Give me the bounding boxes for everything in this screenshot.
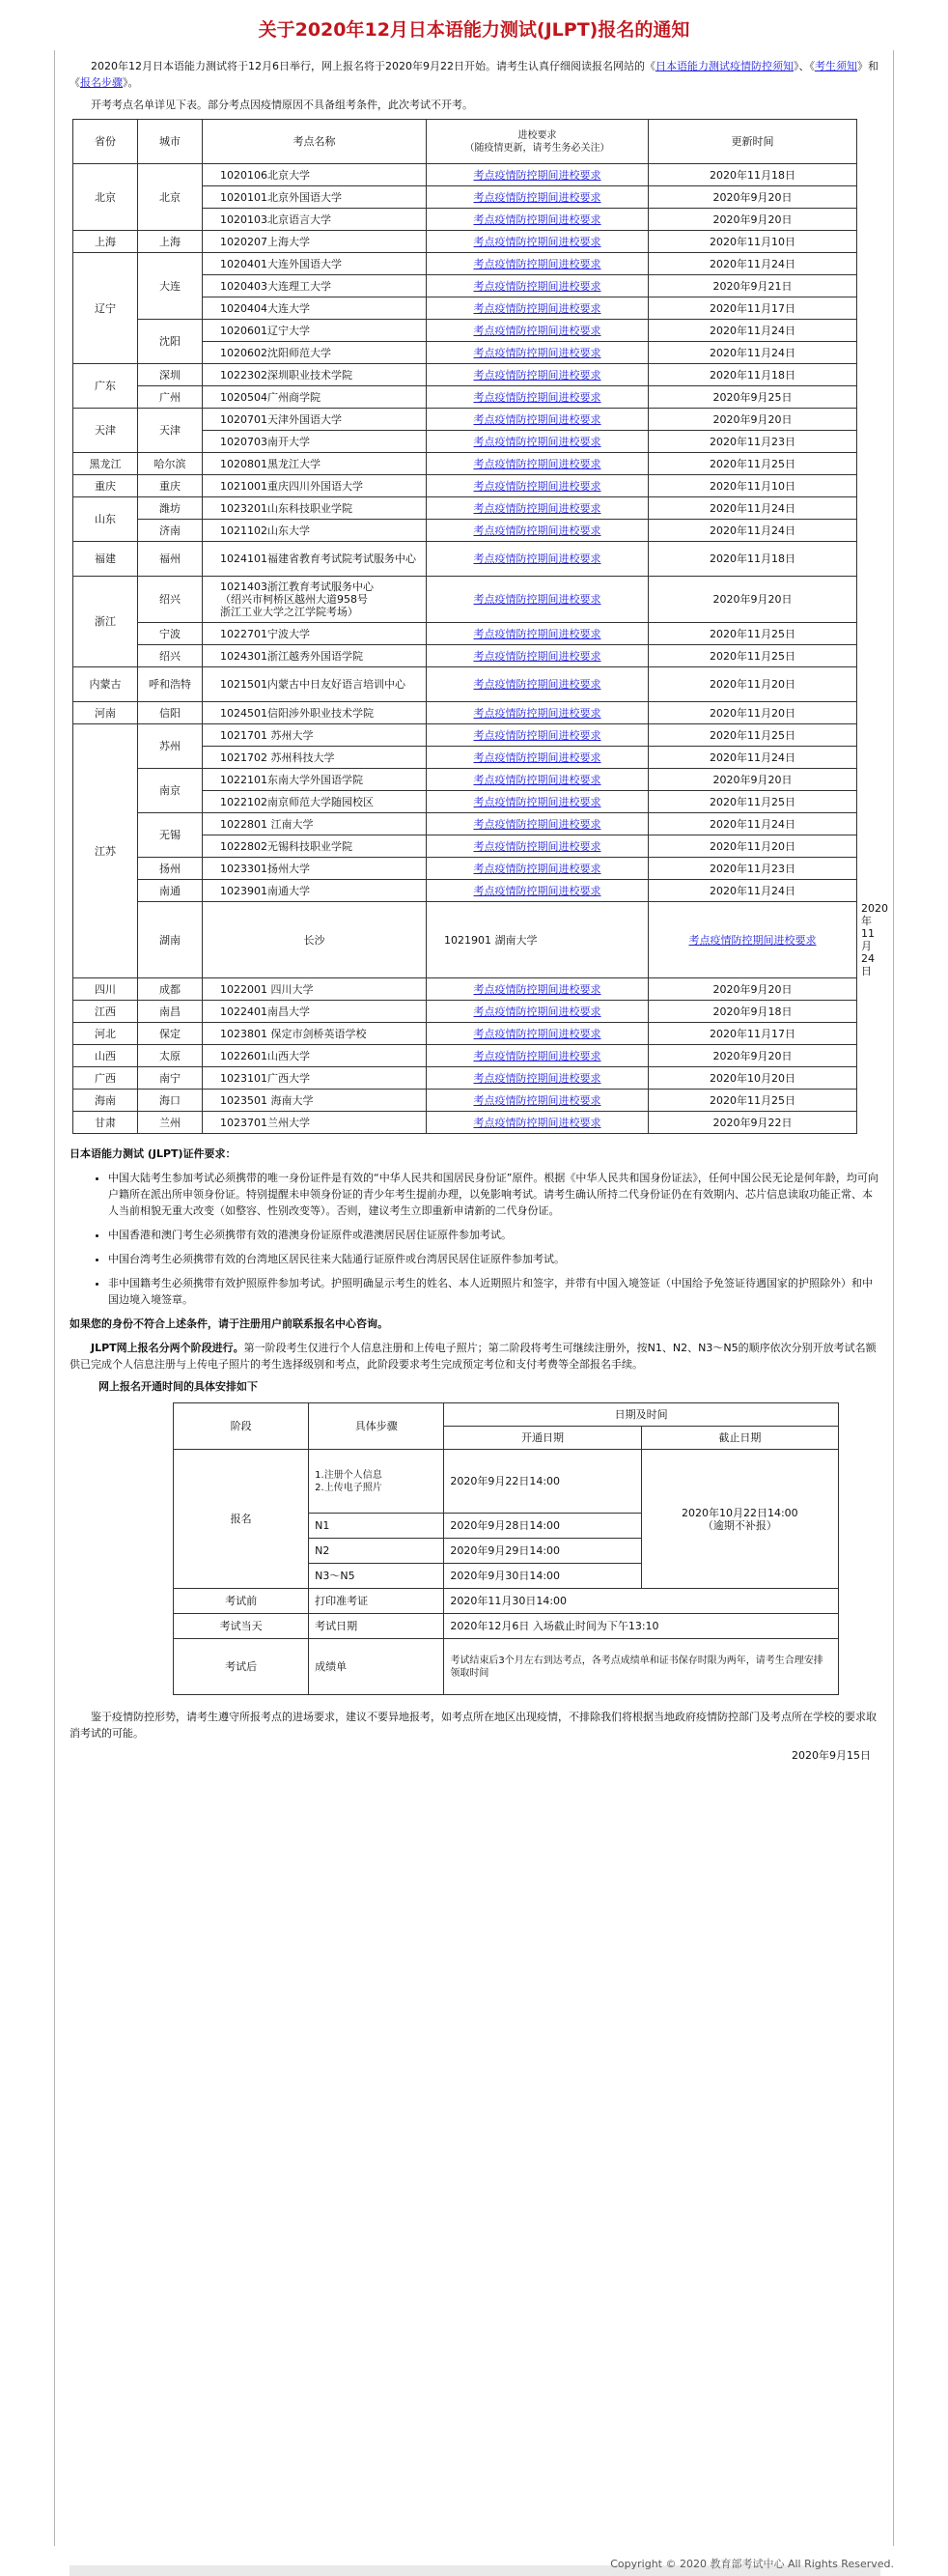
table-row <box>73 231 857 253</box>
entry-requirements-link[interactable]: 考点疫情防控期间进校要求 <box>473 412 601 426</box>
cell-updated: 2020年11月23日 <box>649 858 857 880</box>
cell-city: 保定 <box>138 1023 203 1045</box>
cell-site-name: 1022001 四川大学 <box>203 978 427 1001</box>
cell-entry-req <box>427 297 649 320</box>
intro-paragraph <box>70 58 880 91</box>
table-row <box>73 1023 857 1045</box>
entry-requirements-link[interactable]: 考点疫情防控期间进校要求 <box>473 649 601 663</box>
cell-site-name: 1023701兰州大学 <box>203 1112 427 1134</box>
cell-entry-req <box>427 497 649 520</box>
entry-requirements-link[interactable]: 考点疫情防控期间进校要求 <box>473 839 601 853</box>
cell-updated: 2020年11月25日 <box>649 1090 857 1112</box>
cell-entry-req <box>427 386 649 409</box>
cell-updated: 2020年11月24日 <box>649 497 857 520</box>
cell-updated: 2020年11月25日 <box>649 724 857 747</box>
cell-city: 潍坊 <box>138 497 203 520</box>
cell-province: 河北 <box>73 1023 138 1045</box>
table-row <box>73 1001 857 1023</box>
page-title: 关于2020年12月日本语能力测试(JLPT)报名的通知 <box>258 19 690 41</box>
cell-site-name: 1023101广西大学 <box>203 1067 427 1090</box>
cell-site-name: 1024101福建省教育考试院考试服务中心 <box>203 542 427 577</box>
sched-stage-after: 考试后 <box>174 1639 309 1695</box>
cell-site-name: 1022701宁波大学 <box>203 623 427 645</box>
cell-site-name: 1023501 海南大学 <box>203 1090 427 1112</box>
cell-site-name: 1020404大连大学 <box>203 297 427 320</box>
cell-entry-req <box>427 769 649 791</box>
entry-requirements-link[interactable]: 考点疫情防控期间进校要求 <box>473 390 601 404</box>
cell-entry-req <box>427 791 649 813</box>
entry-requirements-link[interactable]: 考点疫情防控期间进校要求 <box>473 324 601 337</box>
requirement-item: • 中国大陆考生参加考试必须携带的唯一身份证件是有效的“中华人民共和国居民身份证”原件。根据《中华人民共和国身份证法》，任何中国公民无论是何年龄，均可向户籍所在派出所申领身份证。特别提醒未申领身份证的青少年考生提前办理，以免影响考试。请考生确认所持二代身份证仍在有效期内、芯片信息读取功能正常、本人当前相貌无重大改变（如整容、性别改变等）。否则，建议考生立即重新申请新的二代身份证。 <box>108 1170 880 1219</box>
cell-city: 济南 <box>138 520 203 542</box>
cell-city: 绍兴 <box>138 645 203 667</box>
entry-requirements-link[interactable]: 考点疫情防控期间进校要求 <box>473 773 601 786</box>
intro-text: 》和《 <box>70 60 878 89</box>
cell-province: 广东 <box>73 364 138 409</box>
cell-province: 辽宁 <box>73 253 138 364</box>
requirements-note: 如果您的身份不符合上述条件，请于注册用户前联系报名中心咨询。 <box>70 1317 388 1330</box>
cell-entry-req <box>427 164 649 186</box>
cell-entry-req <box>427 1067 649 1090</box>
cell-updated: 2020年11月25日 <box>649 623 857 645</box>
cell-site-name: 1021701 苏州大学 <box>203 724 427 747</box>
header-province: 省份 <box>73 120 138 164</box>
entry-requirements-link[interactable]: 考点疫情防控期间进校要求 <box>473 627 601 640</box>
cell-updated: 2020年11月24日 <box>649 747 857 769</box>
cell-province: 海南 <box>73 1090 138 1112</box>
cell-updated: 2020年11月23日 <box>649 431 857 453</box>
cell-site-name: 1022102南京师范大学随园校区 <box>203 791 427 813</box>
cell-entry-req <box>427 320 649 342</box>
cell-entry-req <box>427 577 649 623</box>
cell-entry-req <box>427 1045 649 1067</box>
cell-province: 浙江 <box>73 577 138 667</box>
sched-open-date: 2020年9月28日14:00 <box>444 1514 641 1539</box>
cell-updated: 2020年9月22日 <box>649 1112 857 1134</box>
cell-site-name: 1021901 湖南大学 <box>427 902 649 978</box>
header-site: 考点名称 <box>203 120 427 164</box>
stages-lead: JLPT网上报名分两个阶段进行。 <box>91 1342 244 1354</box>
cell-province: 广西 <box>73 1067 138 1090</box>
cell-site-name: 1020106北京大学 <box>203 164 427 186</box>
requirements-list <box>70 1170 880 1308</box>
table-row <box>73 497 857 520</box>
entry-requirements-link[interactable]: 考点疫情防控期间进校要求 <box>473 862 601 875</box>
table-row <box>73 520 857 542</box>
cell-city: 成都 <box>138 978 203 1001</box>
table-row <box>73 475 857 497</box>
table-row <box>73 386 857 409</box>
cell-city: 沈阳 <box>138 320 203 364</box>
cell-city: 天津 <box>138 409 203 453</box>
cell-updated: 2020年11月20日 <box>649 835 857 858</box>
sched-header-close: 截止日期 <box>641 1427 838 1450</box>
cell-entry-req <box>427 253 649 275</box>
sched-stage-before: 考试前 <box>174 1589 309 1614</box>
cell-entry-req <box>427 1001 649 1023</box>
stages-text: 第一阶段考生仅进行个人信息注册和上传电子照片；第二阶段将考生可继续注册外，按N1、N2、N3～N5的顺序依次分别开放考试名额供已完成个人信息注册与上传电子照片的考生选择级别和考点，此阶段要求考生完成预定考位和支付考费等全部报名手续。 <box>70 1342 877 1371</box>
sched-step: 1.注册个人信息 2.上传电子照片 <box>309 1450 444 1514</box>
cell-site-name: 1022302深圳职业技术学院 <box>203 364 427 386</box>
cell-updated: 2020年11月24日 <box>649 320 857 342</box>
table-row <box>73 320 857 342</box>
cell-updated: 2020年9月21日 <box>649 275 857 297</box>
table-row <box>73 253 857 275</box>
cell-province: 湖南 <box>138 902 203 978</box>
cell-entry-req <box>427 231 649 253</box>
notice-content <box>70 58 888 1764</box>
cell-province: 黑龙江 <box>73 453 138 475</box>
entry-requirements-link[interactable]: 考点疫情防控期间进校要求 <box>473 235 601 248</box>
cell-entry-req <box>427 209 649 231</box>
cell-entry-req <box>427 475 649 497</box>
sched-step: N3～N5 <box>309 1564 444 1589</box>
requirement-item: • 非中国籍考生必须携带有效护照原件参加考试。护照明确显示考生的姓名、本人近期照片和签字，并带有中国入境签证（中国给予免签证待遇国家的护照除外）和中国边境入境签章。 <box>108 1275 880 1308</box>
cell-updated: 2020年9月20日 <box>649 577 857 623</box>
table-row <box>73 880 857 902</box>
cell-updated: 2020年9月20日 <box>649 978 857 1001</box>
cell-city: 南通 <box>138 880 203 902</box>
cell-updated: 2020年9月20日 <box>649 769 857 791</box>
table-row: 湖南 长沙 1021901 湖南大学 考点疫情防控期间进校要求 2020年11月24日 <box>73 902 857 978</box>
cell-province: 上海 <box>73 231 138 253</box>
cell-city: 扬州 <box>138 858 203 880</box>
entry-requirements-link[interactable]: 考点疫情防控期间进校要求 <box>473 524 601 537</box>
entry-requirements-link[interactable]: 考点疫情防控期间进校要求 <box>473 884 601 897</box>
entry-requirements-link[interactable]: 考点疫情防控期间进校要求 <box>473 1049 601 1062</box>
schedule-table <box>173 1402 839 1695</box>
entry-requirements-link[interactable]: 考点疫情防控期间进校要求 <box>473 1093 601 1107</box>
table-row <box>73 1067 857 1090</box>
cell-province: 北京 <box>73 164 138 231</box>
cell-entry-req <box>427 364 649 386</box>
cell-site-name: 1023901南通大学 <box>203 880 427 902</box>
cell-updated: 2020年9月20日 <box>649 186 857 209</box>
intro-text: 》。 <box>123 76 139 89</box>
cell-city: 深圳 <box>138 364 203 386</box>
cell-entry-req <box>427 645 649 667</box>
test-sites-table <box>72 119 888 1134</box>
cell-site-name: 1024301浙江越秀外国语学院 <box>203 645 427 667</box>
sched-step: 打印准考证 <box>309 1589 444 1614</box>
cell-site-name: 1020207上海大学 <box>203 231 427 253</box>
entry-requirements-link[interactable]: 考点疫情防控期间进校要求 <box>473 1005 601 1018</box>
sched-open-date: 2020年9月30日14:00 <box>444 1564 641 1589</box>
cell-site-name: 1022401南昌大学 <box>203 1001 427 1023</box>
sched-header-step: 具体步骤 <box>309 1403 444 1450</box>
entry-requirements-link[interactable]: 考点疫情防控期间进校要求 <box>473 552 601 565</box>
cell-city: 呼和浩特 <box>138 667 203 702</box>
cell-entry-req <box>427 623 649 645</box>
entry-requirements-link[interactable]: 考点疫情防控期间进校要求 <box>688 933 817 947</box>
cell-updated: 2020年11月25日 <box>649 645 857 667</box>
cell-updated: 2020年9月20日 <box>649 409 857 431</box>
cell-province: 天津 <box>73 409 138 453</box>
sched-stage-day: 考试当天 <box>174 1614 309 1639</box>
requirement-item: • 中国香港和澳门考生必须携带有效的港澳身份证原件或港澳居民居住证原件参加考试。 <box>108 1227 880 1243</box>
cell-site-name: 1020703南开大学 <box>203 431 427 453</box>
cell-city: 哈尔滨 <box>138 453 203 475</box>
cell-updated: 2020年11月25日 <box>649 453 857 475</box>
table-row <box>73 645 857 667</box>
cell-updated: 2020年11月24日 <box>649 520 857 542</box>
sched-close-date: 2020年10月22日14:00 （逾期不补报） <box>641 1450 838 1589</box>
table-row <box>73 623 857 645</box>
entry-requirements-link[interactable]: 考点疫情防控期间进校要求 <box>473 257 601 270</box>
cell-site-name: 1021102山东大学 <box>203 520 427 542</box>
cell-entry-req <box>427 724 649 747</box>
cell-city: 绍兴 <box>138 577 203 623</box>
entry-requirements-link[interactable]: 考点疫情防控期间进校要求 <box>473 593 601 606</box>
table-row <box>73 702 857 724</box>
cell-entry-req <box>427 520 649 542</box>
cell-city: 重庆 <box>138 475 203 497</box>
link-covid-notice[interactable]: 日本语能力测试疫情防控须知 <box>655 60 794 72</box>
entry-requirements-link[interactable]: 考点疫情防控期间进校要求 <box>473 168 601 182</box>
requirements-title: 日本语能力测试 (JLPT)证件要求： <box>70 1147 237 1160</box>
notice-date: 2020年9月15日 <box>792 1749 871 1762</box>
entry-requirements-link[interactable]: 考点疫情防控期间进校要求 <box>473 457 601 470</box>
cell-city: 长沙 <box>203 902 427 978</box>
cell-site-name: 1020401大连外国语大学 <box>203 253 427 275</box>
entry-requirements-link[interactable]: 考点疫情防控期间进校要求 <box>473 212 601 226</box>
cell-entry-req <box>427 542 649 577</box>
entry-requirements-link[interactable]: 考点疫情防控期间进校要求 <box>473 279 601 293</box>
intro-paragraph-2: 开考考点名单详见下表。部分考点因疫情原因不具备组考条件，此次考试不开考。 <box>91 99 473 111</box>
cell-site-name: 1020103北京语言大学 <box>203 209 427 231</box>
cell-site-name: 1021501内蒙古中日友好语言培训中心 <box>203 667 427 702</box>
intro-text: 》、《 <box>793 60 815 72</box>
cell-entry-req <box>427 453 649 475</box>
entry-requirements-link[interactable]: 考点疫情防控期间进校要求 <box>473 1116 601 1129</box>
entry-requirements-link[interactable]: 考点疫情防控期间进校要求 <box>473 706 601 720</box>
entry-requirements-link[interactable]: 考点疫情防控期间进校要求 <box>473 982 601 996</box>
cell-province: 江苏 <box>73 724 138 978</box>
cell-site-name: 1022802无锡科技职业学院 <box>203 835 427 858</box>
cell-entry-req <box>427 342 649 364</box>
table-row <box>73 1090 857 1112</box>
cell-updated: 2020年11月18日 <box>649 164 857 186</box>
cell-city: 无锡 <box>138 813 203 858</box>
entry-requirements-link[interactable]: 考点疫情防控期间进校要求 <box>473 1071 601 1085</box>
cell-updated: 2020年9月25日 <box>649 386 857 409</box>
cell-city: 大连 <box>138 253 203 320</box>
cell-city: 信阳 <box>138 702 203 724</box>
cell-entry-req <box>427 1112 649 1134</box>
entry-requirements-link[interactable]: 考点疫情防控期间进校要求 <box>473 301 601 315</box>
cell-city: 北京 <box>138 164 203 231</box>
link-registration-steps[interactable]: 报名步骤 <box>80 76 123 89</box>
cell-site-name: 1023801 保定市剑桥英语学校 <box>203 1023 427 1045</box>
intro-text: 2020年12月日本语能力测试将于12月6日举行，网上报名将于2020年9月22日开始。请考生认真仔细阅读报名网站的《 <box>91 60 655 72</box>
cell-site-name: 1020701天津外国语大学 <box>203 409 427 431</box>
entry-requirements-link[interactable]: 考点疫情防控期间进校要求 <box>473 678 601 691</box>
cell-province: 河南 <box>73 702 138 724</box>
cell-province: 福建 <box>73 542 138 577</box>
cell-updated: 2020年11月24日 <box>649 342 857 364</box>
cell-updated: 2020年10月20日 <box>649 1067 857 1090</box>
cell-site-name: 1020801黑龙江大学 <box>203 453 427 475</box>
header-entry-req: 进校要求 （随疫情更新，请考生务必关注） <box>427 120 649 164</box>
cell-site-name: 1023301扬州大学 <box>203 858 427 880</box>
cell-site-name: 1021403浙江教育考试服务中心 （绍兴市柯桥区越州大道958号 浙江工业大学之江学院考场） <box>203 577 427 623</box>
cell-entry-req <box>427 978 649 1001</box>
table-row <box>73 1112 857 1134</box>
cell-city: 福州 <box>138 542 203 577</box>
cell-entry-req <box>427 813 649 835</box>
entry-requirements-link[interactable]: 考点疫情防控期间进校要求 <box>473 190 601 204</box>
cell-entry-req <box>427 702 649 724</box>
cell-updated: 2020年11月24日 <box>649 253 857 275</box>
sched-step: N2 <box>309 1539 444 1564</box>
header-updated: 更新时间 <box>649 120 857 164</box>
copyright: Copyright © 2020 教育部考试中心 All Rights Reserved. <box>610 2558 894 2570</box>
cell-city: 兰州 <box>138 1112 203 1134</box>
entry-requirements-link[interactable]: 考点疫情防控期间进校要求 <box>473 1027 601 1040</box>
cell-updated: 2020年9月20日 <box>649 1045 857 1067</box>
cell-entry-req <box>427 1090 649 1112</box>
cell-site-name: 1023201山东科技职业学院 <box>203 497 427 520</box>
sched-text: 2020年11月30日14:00 <box>444 1589 839 1614</box>
cell-entry-req <box>427 409 649 431</box>
cell-entry-req <box>427 667 649 702</box>
cell-entry-req <box>427 186 649 209</box>
cell-updated: 2020年11月20日 <box>649 667 857 702</box>
stages-paragraph <box>70 1340 880 1373</box>
cell-city: 宁波 <box>138 623 203 645</box>
requirement-item: • 中国台湾考生必须携带有效的台湾地区居民往来大陆通行证原件或台湾居民居住证原件参加考试。 <box>108 1251 880 1267</box>
cell-entry-req <box>427 858 649 880</box>
cell-site-name: 1022801 江南大学 <box>203 813 427 835</box>
cell-city: 广州 <box>138 386 203 409</box>
cell-updated: 2020年11月24日 <box>649 813 857 835</box>
cell-site-name: 1020602沈阳师范大学 <box>203 342 427 364</box>
cell-site-name: 1021702 苏州科技大学 <box>203 747 427 769</box>
cell-updated: 2020年11月18日 <box>649 364 857 386</box>
entry-requirements-link[interactable]: 考点疫情防控期间进校要求 <box>473 501 601 515</box>
sched-text: 2020年12月6日 入场截止时间为下午13:10 <box>444 1614 839 1639</box>
entry-requirements-link[interactable]: 考点疫情防控期间进校要求 <box>473 817 601 831</box>
sched-step: 成绩单 <box>309 1639 444 1695</box>
cell-entry-req <box>427 1023 649 1045</box>
cell-city: 太原 <box>138 1045 203 1067</box>
table-row <box>73 1045 857 1067</box>
cell-entry-req <box>427 835 649 858</box>
cell-site-name: 1020403大连理工大学 <box>203 275 427 297</box>
cell-updated: 2020年11月24日 <box>649 880 857 902</box>
cell-updated: 2020年11月17日 <box>649 297 857 320</box>
sched-step: 考试日期 <box>309 1614 444 1639</box>
entry-requirements-link[interactable]: 考点疫情防控期间进校要求 <box>473 368 601 382</box>
sched-header-open: 开通日期 <box>444 1427 641 1450</box>
sched-open-date: 2020年9月22日14:00 <box>444 1450 641 1514</box>
cell-updated: 2020年11月10日 <box>649 475 857 497</box>
table-row <box>73 164 857 186</box>
cell-entry-req <box>649 902 857 978</box>
cell-updated: 2020年9月18日 <box>649 1001 857 1023</box>
entry-requirements-link[interactable]: 考点疫情防控期间进校要求 <box>473 795 601 808</box>
table-row <box>73 724 857 747</box>
table-row <box>73 577 857 623</box>
cell-city: 南京 <box>138 769 203 813</box>
cell-city: 南昌 <box>138 1001 203 1023</box>
table-row <box>73 542 857 577</box>
cell-entry-req <box>427 747 649 769</box>
sched-header-dates: 日期及时间 <box>444 1403 839 1427</box>
cell-updated: 2020年11月10日 <box>649 231 857 253</box>
sched-open-date: 2020年9月29日14:00 <box>444 1539 641 1564</box>
table-row <box>73 453 857 475</box>
cell-city: 南宁 <box>138 1067 203 1090</box>
cell-site-name: 1020504广州商学院 <box>203 386 427 409</box>
entry-requirements-link[interactable]: 考点疫情防控期间进校要求 <box>473 728 601 742</box>
cell-entry-req <box>427 275 649 297</box>
cell-updated: 2020年11月20日 <box>649 702 857 724</box>
table-row <box>73 978 857 1001</box>
sched-step: N1 <box>309 1514 444 1539</box>
cell-updated: 2020年11月17日 <box>649 1023 857 1045</box>
entry-requirements-link[interactable]: 考点疫情防控期间进校要求 <box>473 750 601 764</box>
sched-header-stage: 阶段 <box>174 1403 309 1450</box>
cell-province: 重庆 <box>73 475 138 497</box>
cell-city: 苏州 <box>138 724 203 769</box>
header-city: 城市 <box>138 120 203 164</box>
table-row <box>73 813 857 835</box>
cell-updated: 2020年9月20日 <box>649 209 857 231</box>
cell-site-name: 1024501信阳涉外职业技术学院 <box>203 702 427 724</box>
cell-province: 四川 <box>73 978 138 1001</box>
table-row <box>73 769 857 791</box>
cell-entry-req <box>427 880 649 902</box>
table-header-row <box>73 120 857 164</box>
cell-site-name: 1020601辽宁大学 <box>203 320 427 342</box>
table-row <box>73 409 857 431</box>
entry-requirements-link[interactable]: 考点疫情防控期间进校要求 <box>473 479 601 493</box>
cell-province: 甘肃 <box>73 1112 138 1134</box>
sched-stage-registration: 报名 <box>174 1450 309 1589</box>
link-candidate-notice[interactable]: 考生须知 <box>814 60 857 72</box>
table-row <box>73 858 857 880</box>
cell-entry-req <box>427 431 649 453</box>
cell-site-name: 1020101北京外国语大学 <box>203 186 427 209</box>
schedule-title: 网上报名开通时间的具体安排如下 <box>98 1380 258 1393</box>
cell-site-name: 1022101东南大学外国语学院 <box>203 769 427 791</box>
cell-updated: 2020年11月25日 <box>649 791 857 813</box>
cell-updated: 2020年11月18日 <box>649 542 857 577</box>
entry-requirements-link[interactable]: 考点疫情防控期间进校要求 <box>473 435 601 448</box>
cell-province: 山西 <box>73 1045 138 1067</box>
cell-site-name: 1022601山西大学 <box>203 1045 427 1067</box>
cell-province: 山东 <box>73 497 138 542</box>
sched-text: 考试结束后3个月左右到达考点，各考点成绩单和证书保存时限为两年，请考生合理安排领取时间 <box>444 1639 839 1695</box>
table-row <box>73 667 857 702</box>
cell-province: 江西 <box>73 1001 138 1023</box>
entry-requirements-link[interactable]: 考点疫情防控期间进校要求 <box>473 346 601 359</box>
cell-province: 内蒙古 <box>73 667 138 702</box>
cell-city: 海口 <box>138 1090 203 1112</box>
table-row <box>73 364 857 386</box>
cell-city: 上海 <box>138 231 203 253</box>
cell-site-name: 1021001重庆四川外国语大学 <box>203 475 427 497</box>
closing-paragraph: 鉴于疫情防控形势，请考生遵守所报考点的进场要求，建议不要异地报考，如考点所在地区出现疫情，不排除我们将根据当地政府疫情防控部门及考点所在学校的要求取消考试的可能。 <box>70 1711 877 1740</box>
